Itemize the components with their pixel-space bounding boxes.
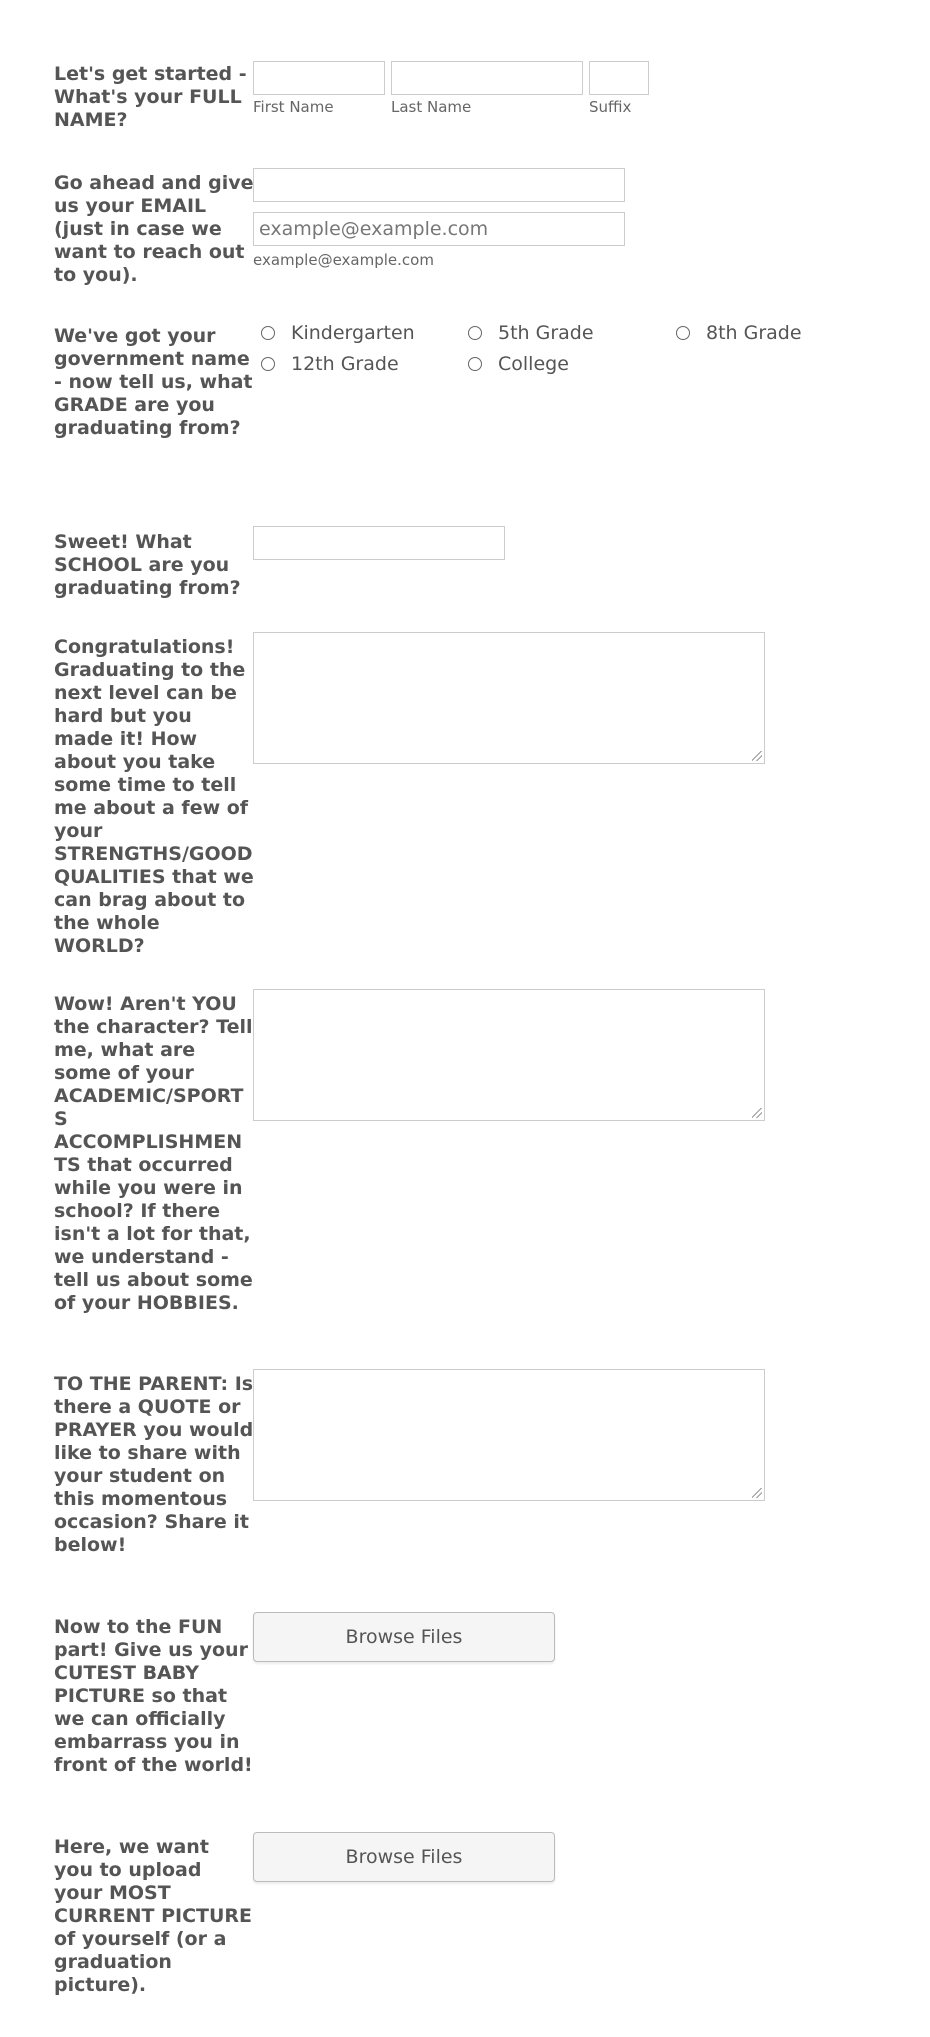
resize-grip-icon[interactable] <box>752 1488 762 1498</box>
grade-option-kindergarten[interactable] <box>261 320 415 346</box>
grade-option-5th[interactable] <box>468 320 594 346</box>
grade-option-label: 5th Grade <box>498 322 594 344</box>
grade-option-label: Kindergarten <box>291 322 415 344</box>
grade-option-8th[interactable] <box>676 320 802 346</box>
grade-option-label: 8th Grade <box>706 322 802 344</box>
radio-circle-icon[interactable] <box>261 326 275 340</box>
baby-picture-browse-button[interactable]: Browse Files <box>253 1612 555 1662</box>
first-name-input[interactable] <box>253 61 385 95</box>
suffix-sublabel: Suffix <box>589 98 632 116</box>
last-name-sublabel: Last Name <box>391 98 472 116</box>
current-picture-browse-button[interactable]: Browse Files <box>253 1832 555 1882</box>
last-name-input[interactable] <box>391 61 583 95</box>
parent-quote-textarea[interactable] <box>253 1369 765 1501</box>
school-label: Sweet! What SCHOOL are you graduating from? <box>54 531 241 599</box>
strengths-label: Congratulations! Graduating to the next level can be hard but you made it! How about you take some time to tell me about a few of your STRENGTHS/GOOD QUALITIES that we can brag about to the whole WORLD? <box>54 636 254 957</box>
email-sublabel: example@example.com <box>253 251 434 269</box>
email-label: Go ahead and give us your EMAIL (just in case we want to reach out to you). <box>54 172 254 286</box>
accomplishments-textarea[interactable] <box>253 989 765 1121</box>
suffix-input[interactable] <box>589 61 649 95</box>
resize-grip-icon[interactable] <box>752 1108 762 1118</box>
grade-option-college[interactable] <box>468 351 569 377</box>
email-input[interactable] <box>253 168 625 202</box>
baby-picture-label: Now to the FUN part! Give us your CUTEST BABY PICTURE so that we can officially embarrass you in front of the world! <box>54 1616 253 1776</box>
parent-quote-label: TO THE PARENT: Is there a QUOTE or PRAYER you would like to share with your student on this momentous occasion? Share it below! <box>54 1373 254 1556</box>
school-input[interactable] <box>253 526 505 560</box>
radio-circle-icon[interactable] <box>468 326 482 340</box>
grade-option-12th[interactable] <box>261 351 399 377</box>
grade-label: We've got your government name - now tell us, what GRADE are you graduating from? <box>54 325 253 439</box>
strengths-textarea[interactable] <box>253 632 765 764</box>
resize-grip-icon[interactable] <box>752 751 762 761</box>
grade-option-label: College <box>498 353 569 375</box>
radio-circle-icon[interactable] <box>261 357 275 371</box>
radio-circle-icon[interactable] <box>676 326 690 340</box>
radio-circle-icon[interactable] <box>468 357 482 371</box>
accomplishments-label: Wow! Aren't YOU the character? Tell me, what are some of your ACADEMIC/SPORTS ACCOMPLISHMENTS that occurred while you were in school? If there isn't a lot for that, we understand - tell us about some of your HOBBIES. <box>54 993 253 1314</box>
full-name-label: Let's get started - What's your FULL NAME? <box>54 63 247 131</box>
grade-option-label: 12th Grade <box>291 353 399 375</box>
current-picture-label: Here, we want you to upload your MOST CURRENT PICTURE of yourself (or a graduation picture). <box>54 1836 253 1996</box>
first-name-sublabel: First Name <box>253 98 334 116</box>
email-confirm-input[interactable] <box>253 212 625 246</box>
